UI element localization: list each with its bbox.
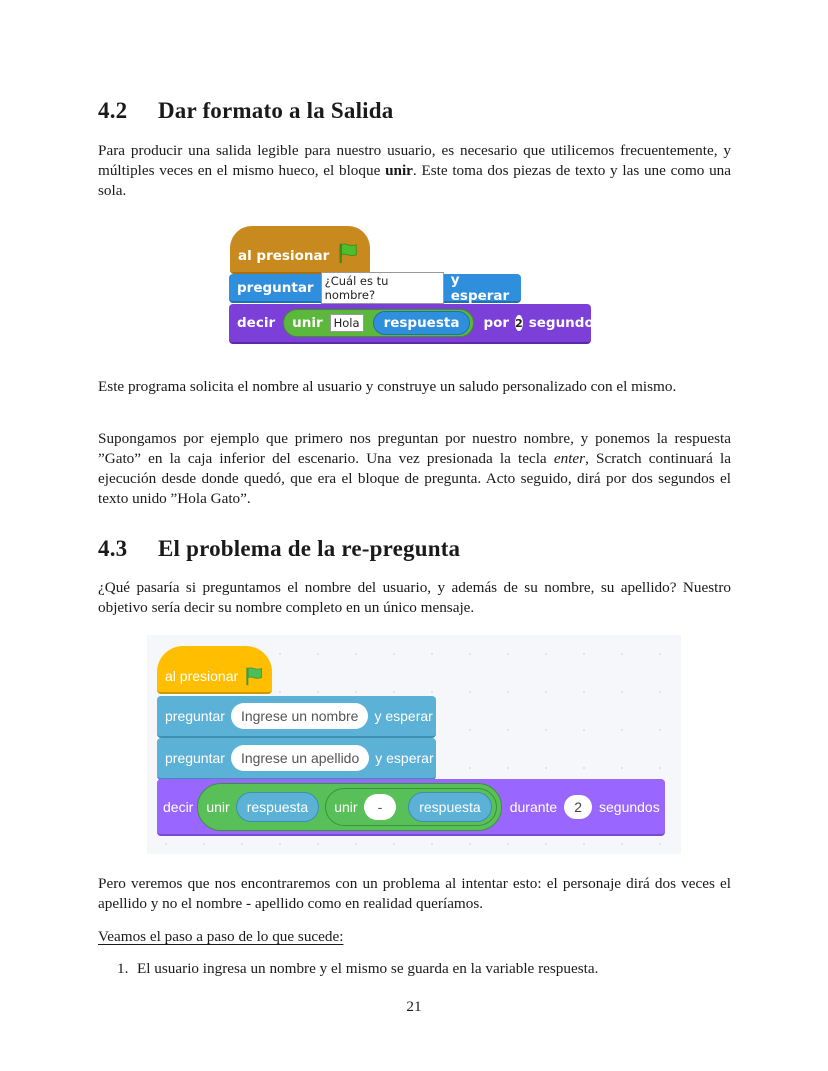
section-heading-4-3 — [98, 536, 460, 562]
list-marker: 1. — [117, 960, 129, 977]
for-label: por — [483, 315, 510, 331]
list-item-text: El usuario ingresa un nombre y el mismo se guarda en la variable respuesta. — [137, 960, 599, 977]
when-flag-clicked-block[interactable] — [230, 226, 370, 274]
ask-surname-input[interactable]: Ingrese un apellido — [231, 745, 369, 771]
paragraph-text: , Scratch continuará la ejecución desde donde quedó, que era el bloque de pregunta. Acto seguido, dirá por dos segundos el texto unido ”Hola Gato”. — [98, 450, 731, 507]
ask-label: preguntar — [165, 750, 225, 766]
ask-wait-label: y esperar — [375, 750, 434, 766]
paragraph-question — [98, 578, 731, 618]
hat-block-label: al presionar — [238, 248, 330, 264]
steps-heading-text: Veamos el paso a paso de lo que sucede: — [98, 928, 344, 945]
ask-and-wait-block[interactable] — [229, 271, 521, 304]
join-label: unir — [292, 315, 323, 331]
section-title: El problema de la re-pregunta — [158, 536, 461, 561]
paragraph-text: Pero veremos que nos encontraremos con un problema al intentar esto: el personaje dirá dos veces el apellido y no el nombre - apellido como en realidad queríamos. — [98, 875, 731, 912]
join-text-input[interactable]: Hola — [330, 314, 364, 332]
ask-question-input[interactable]: ¿Cuál es tu nombre? — [321, 272, 444, 304]
ask-wait-label: y esperar — [450, 271, 510, 304]
seconds-label: segundos — [528, 315, 602, 331]
section-number: 4.3 — [98, 536, 128, 561]
ask-label: preguntar — [165, 708, 225, 724]
say-for-seconds-block[interactable] — [229, 304, 602, 344]
answer-reporter[interactable]: respuesta — [408, 792, 491, 822]
green-flag-icon — [337, 242, 359, 264]
seconds-input[interactable]: 2 — [564, 795, 592, 819]
join-operator-inner[interactable] — [325, 788, 497, 826]
join-operator-outer[interactable] — [197, 783, 501, 831]
separator-input[interactable]: - — [364, 794, 397, 820]
ask-name-input[interactable]: Ingrese un nombre — [231, 703, 369, 729]
during-label: durante — [509, 798, 558, 815]
say-label: decir — [163, 798, 194, 815]
when-flag-clicked-block[interactable] — [157, 646, 272, 694]
hat-block-label: al presionar — [165, 668, 239, 684]
paragraph-text: . Este toma dos piezas de texto y las une como una sola. — [98, 162, 732, 199]
answer-reporter[interactable]: respuesta — [236, 792, 319, 822]
seconds-input[interactable]: 2 — [515, 316, 523, 330]
section-heading-4-2 — [98, 98, 393, 124]
bold-keyword: unir — [385, 162, 413, 179]
green-flag-icon — [244, 666, 264, 686]
paragraph-program-description — [98, 377, 731, 397]
paragraph-text: Para producir una salida legible para nuestro usuario, es necesario que utilicemos frecuentemente, y múltiples veces en el mismo hueco, el bloque — [98, 142, 731, 179]
ask-surname-block[interactable] — [157, 738, 436, 780]
ask-wait-label: y esperar — [374, 708, 433, 724]
paragraph-text: Supongamos por ejemplo que primero nos preguntan por nuestro nombre, y ponemos la respuesta ”Gato” en la caja inferior del escenario. Una vez presionada la tecla — [98, 430, 731, 467]
section-number: 4.2 — [98, 98, 128, 123]
join-label: unir — [334, 798, 358, 815]
section-title: Dar formato a la Salida — [158, 98, 394, 123]
answer-reporter[interactable]: respuesta — [373, 311, 471, 335]
say-label: decir — [237, 315, 276, 331]
italic-keyword: enter — [553, 450, 586, 467]
paragraph-example — [98, 429, 731, 509]
steps-list — [117, 959, 737, 979]
seconds-label: segundos — [599, 798, 660, 815]
paragraph-text: Este programa solicita el nombre al usuario y construye un saludo personalizado con el mismo. — [98, 378, 677, 395]
ask-name-block[interactable] — [157, 696, 436, 738]
paragraph-intro — [98, 141, 731, 201]
ask-label: preguntar — [237, 279, 314, 296]
page-number: 21 — [406, 998, 422, 1015]
list-item — [117, 959, 737, 979]
paragraph-text: ¿Qué pasaría si preguntamos el nombre del usuario, y además de su nombre, su apellido? Nuestro objetivo sería decir su nombre completo en un único mensaje. — [98, 579, 731, 616]
say-for-seconds-block[interactable] — [157, 779, 665, 836]
steps-heading — [98, 927, 343, 947]
paragraph-problem — [98, 874, 731, 914]
join-operator-block[interactable] — [283, 309, 474, 337]
join-label: unir — [206, 798, 230, 815]
